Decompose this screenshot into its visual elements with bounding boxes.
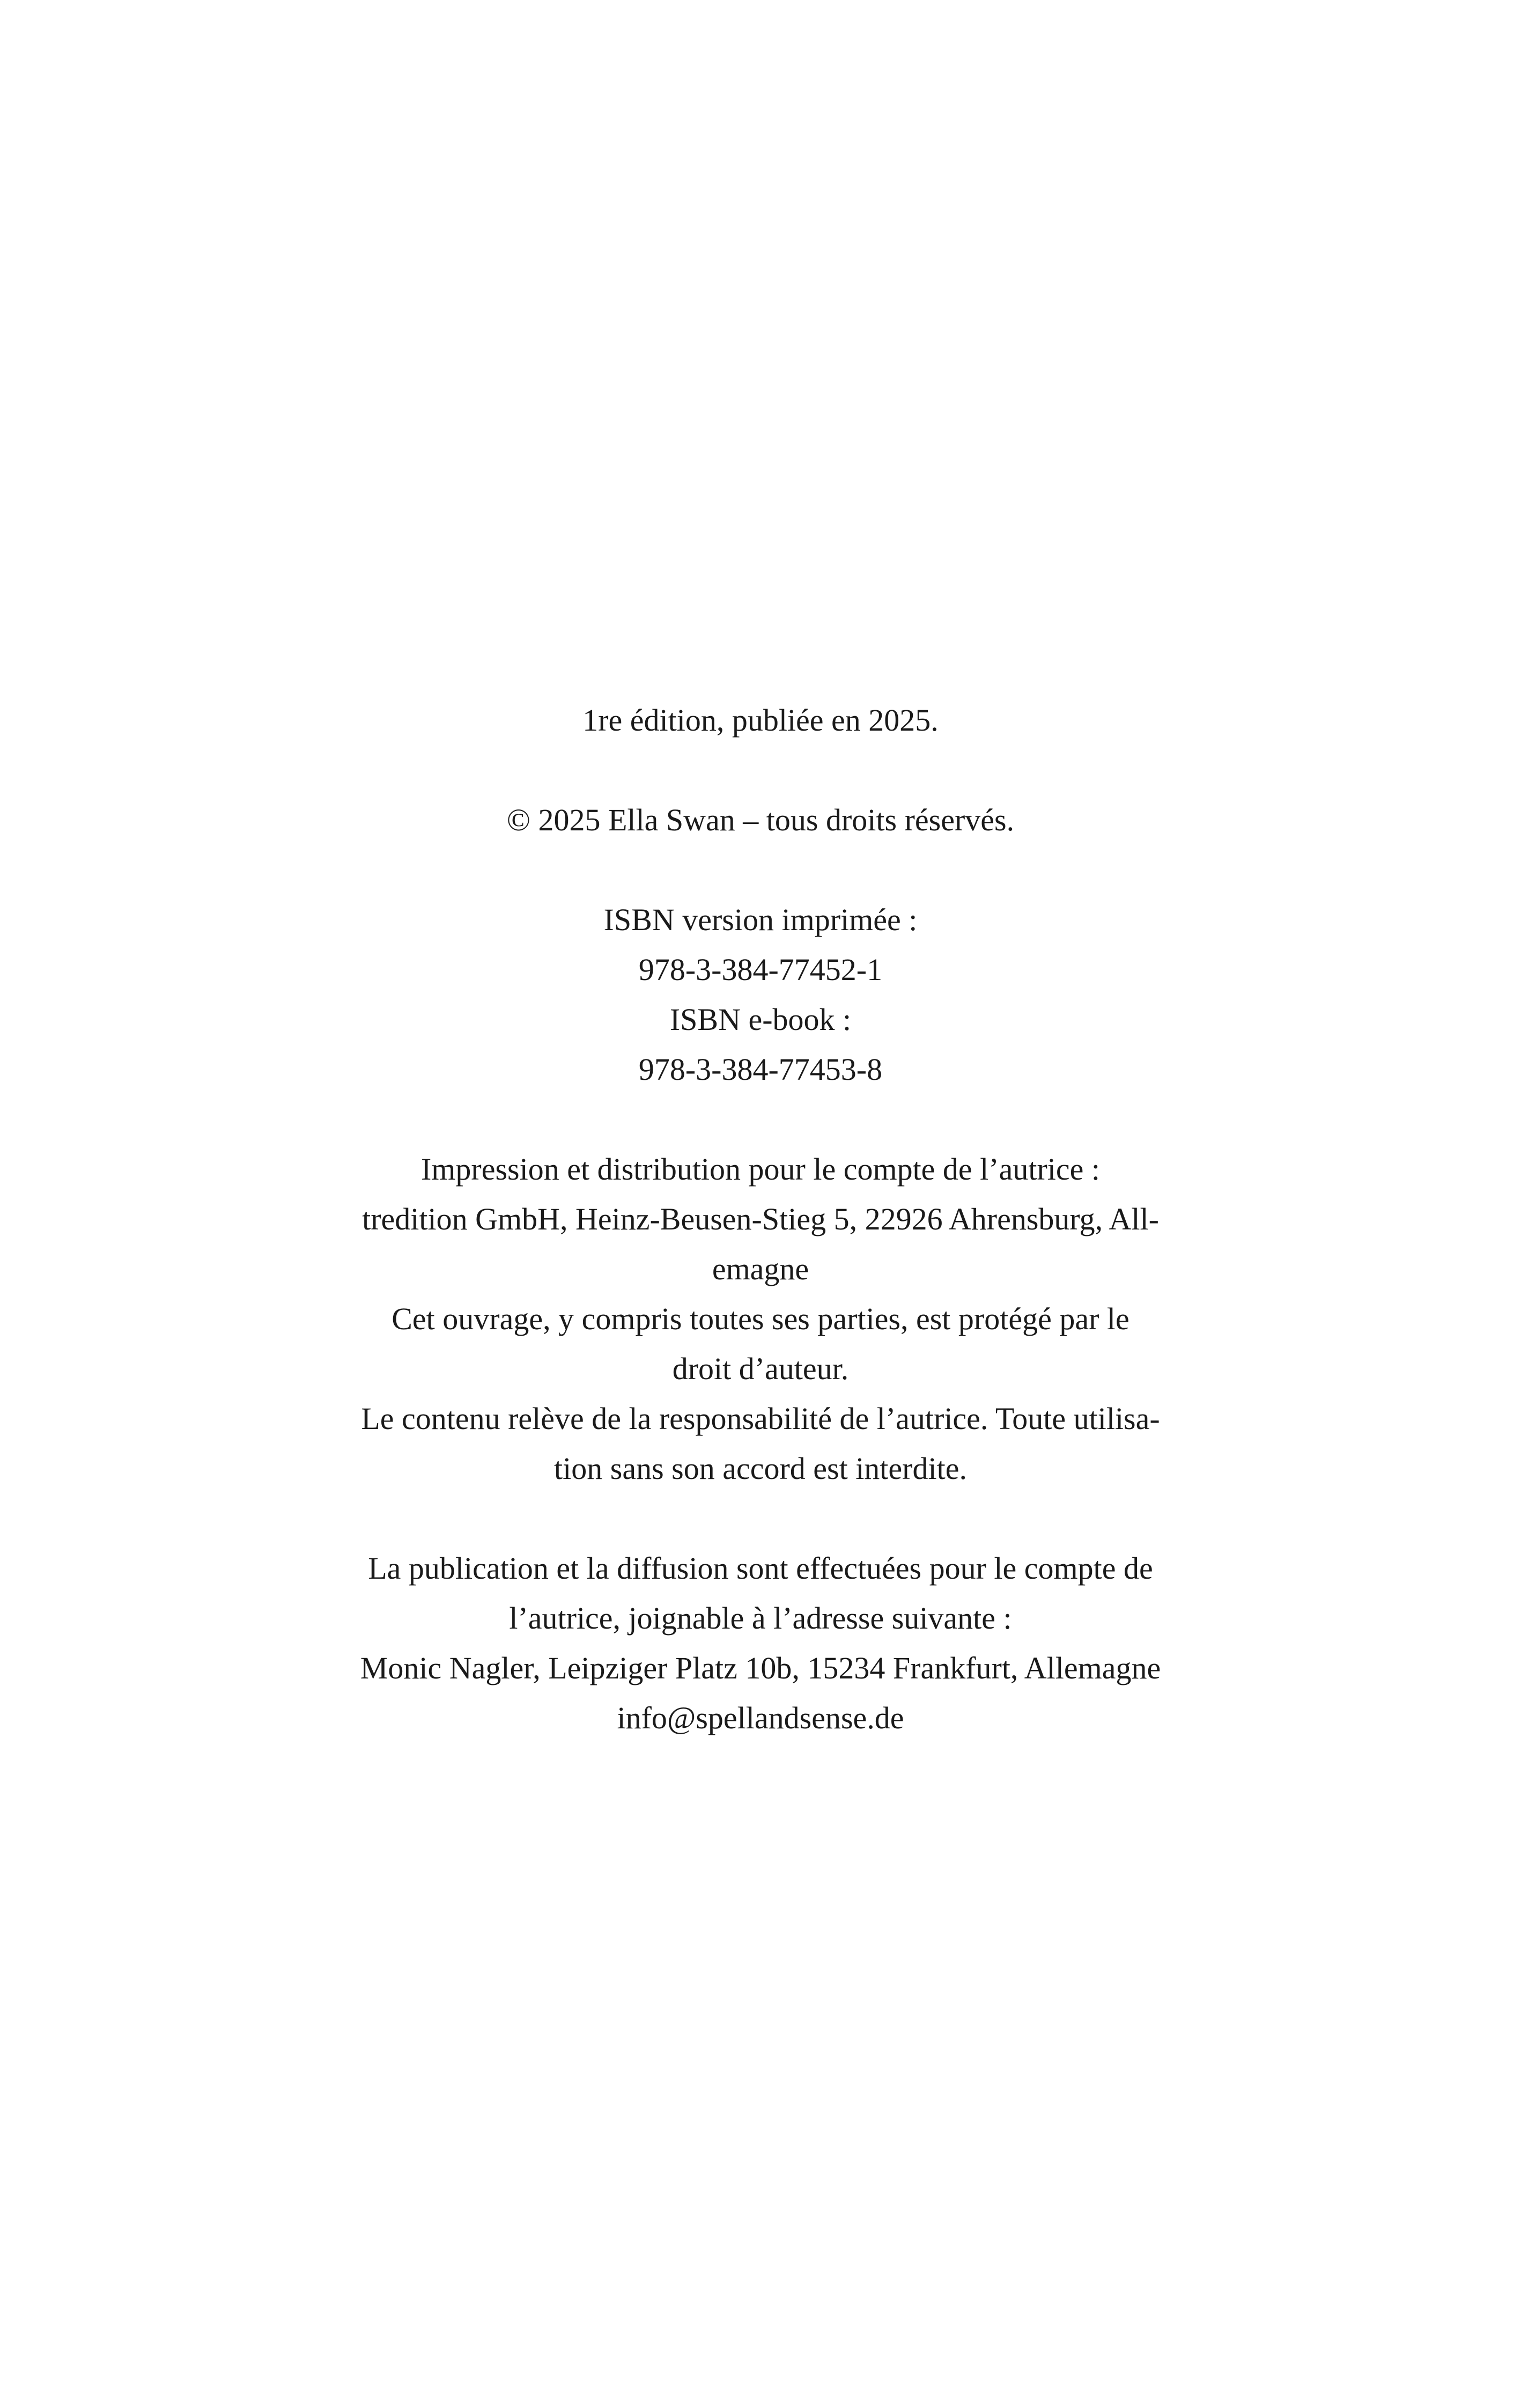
spacer — [322, 1493, 1199, 1543]
edition-line: 1re édition, publiée en 2025. — [582, 703, 939, 738]
responsibility-line-2: tion sans son accord est interdite. — [554, 1451, 967, 1486]
printing-line-2: tredition GmbH, Heinz-Beusen-Stieg 5, 22926 Ahrensburg, All- — [362, 1202, 1159, 1236]
isbn-ebook-label: ISBN e-book : — [669, 1002, 852, 1037]
copyright-notice-line-1: Cet ouvrage, y compris toutes ses parties, est protégé par le — [392, 1301, 1129, 1336]
printing-line-1: Impression et distribution pour le compte de l’autrice : — [420, 1152, 1100, 1187]
copyright-line: © 2025 Ella Swan – tous droits réservés. — [506, 802, 1015, 837]
printing-line-3: emagne — [712, 1251, 809, 1286]
publisher-address: Monic Nagler, Leipziger Platz 10b, 15234 Frankfurt, Allemagne — [360, 1651, 1161, 1685]
isbn-ebook-number: 978-3-384-77453-8 — [638, 1052, 883, 1087]
publication-line-1: La publication et la diffusion sont effectuées pour le compte de — [368, 1551, 1153, 1586]
isbn-print-number: 978-3-384-77452-1 — [638, 952, 883, 987]
spacer — [322, 1094, 1199, 1144]
spacer — [322, 745, 1199, 795]
contact-email: info@spellandsense.de — [617, 1700, 904, 1735]
imprint-block — [322, 695, 1199, 1743]
isbn-print-label: ISBN version imprimée : — [603, 902, 918, 937]
spacer — [322, 845, 1199, 895]
responsibility-line-1: Le contenu relève de la responsabilité de l’autrice. Toute utilisa- — [361, 1401, 1160, 1436]
publication-line-2: l’autrice, joignable à l’adresse suivante : — [509, 1601, 1012, 1636]
copyright-notice-line-2: droit d’auteur. — [672, 1351, 849, 1386]
